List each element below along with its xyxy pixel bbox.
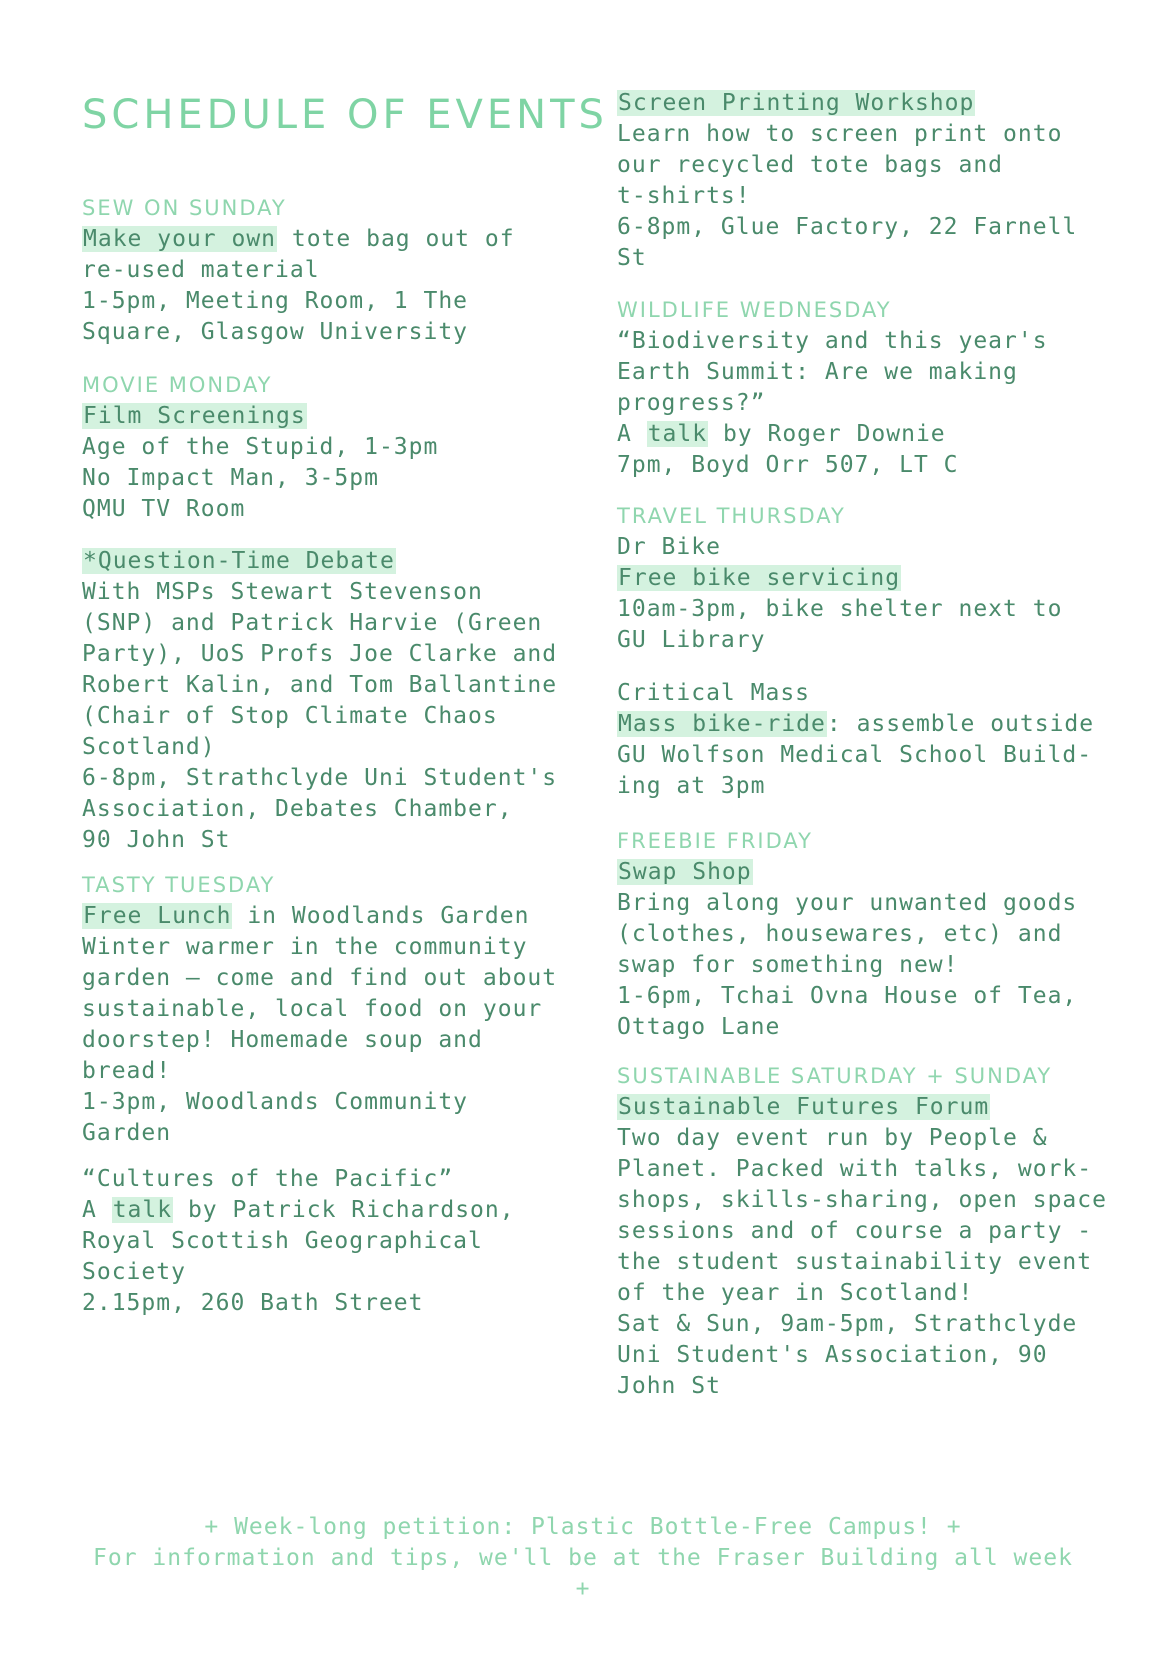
event-line: progress?” xyxy=(617,390,766,416)
footer xyxy=(0,1512,1166,1605)
event-line: GU Library xyxy=(617,627,766,653)
highlight: Make your own xyxy=(83,226,277,252)
event-line: Two day event run by People & xyxy=(617,1125,1048,1151)
event-line: bread! xyxy=(82,1058,172,1084)
event-critical-mass xyxy=(617,678,1117,802)
text: A xyxy=(617,421,647,447)
event-wildlife-wednesday xyxy=(617,295,1117,481)
event-tasty-tuesday xyxy=(82,870,572,1149)
event-line: 2.15pm, 260 Bath Street xyxy=(82,1290,424,1316)
event-line: John St xyxy=(617,1373,721,1399)
event-line: 1-3pm, Woodlands Community xyxy=(82,1089,469,1115)
event-line: 6-8pm, Strathclyde Uni Student's xyxy=(82,765,558,791)
event-line xyxy=(617,419,1117,450)
event-line xyxy=(82,1195,572,1226)
event-travel-thursday xyxy=(617,501,1117,656)
event-question-time-debate xyxy=(82,546,572,856)
event-headline xyxy=(617,88,1117,119)
event-movie-monday xyxy=(82,370,572,525)
day-heading: TRAVEL THURSDAY xyxy=(617,504,846,528)
event-line: QMU TV Room xyxy=(82,496,246,522)
event-line: (clothes, housewares, etc) and xyxy=(617,921,1063,947)
event-line: Society xyxy=(82,1259,186,1285)
highlight: Free bike servicing xyxy=(618,565,901,591)
event-line: Critical Mass xyxy=(617,680,811,706)
event-line: With MSPs Stewart Stevenson xyxy=(82,579,483,605)
event-line: our recycled tote bags and xyxy=(617,152,1004,178)
event-freebie-friday xyxy=(617,826,1117,1043)
event-line: Sat & Sun, 9am-5pm, Strathclyde xyxy=(617,1311,1078,1337)
event-line: St xyxy=(617,245,647,271)
highlight: Sustainable Futures Forum xyxy=(618,1094,990,1120)
event-line: Square, Glasgow University xyxy=(82,319,469,345)
event-line: Scotland) xyxy=(82,734,216,760)
footer-plus: + xyxy=(575,1576,591,1602)
event-line: of the year in Scotland! xyxy=(617,1280,974,1306)
event-line: “Biodiversity and this year's xyxy=(617,328,1048,354)
headline-rest: tote bag out of xyxy=(277,226,515,252)
footer-petition: + Week-long petition: Plastic Bottle-Free Campus! + xyxy=(204,1514,962,1540)
highlight: Mass bike-ride xyxy=(618,711,826,737)
event-line: swap for something new! xyxy=(617,952,959,978)
day-heading: MOVIE MONDAY xyxy=(82,373,273,397)
event-headline xyxy=(617,563,1117,594)
event-line: Dr Bike xyxy=(617,534,721,560)
event-line: Earth Summit: Are we making xyxy=(617,359,1018,385)
event-line: doorstep! Homemade soup and xyxy=(82,1027,483,1053)
headline-rest: : assemble outside xyxy=(826,711,1095,737)
event-line: 7pm, Boyd Orr 507, LT C xyxy=(617,452,959,478)
event-line: Party), UoS Profs Joe Clarke and xyxy=(82,641,558,667)
event-line: (SNP) and Patrick Harvie (Green xyxy=(82,610,543,636)
event-headline xyxy=(617,709,1117,740)
highlight: talk xyxy=(112,1197,173,1223)
event-line: Ottago Lane xyxy=(617,1014,781,1040)
event-line: sustainable, local food on your xyxy=(82,996,543,1022)
page-title: SCHEDULE OF EVENTS xyxy=(82,92,608,138)
event-line: 90 John St xyxy=(82,827,231,853)
event-headline xyxy=(82,546,572,577)
event-headline xyxy=(617,1092,1117,1123)
highlight: *Question-Time Debate xyxy=(83,548,395,574)
event-line: Garden xyxy=(82,1120,172,1146)
event-headline xyxy=(82,224,572,255)
event-line: Age of the Stupid, 1-3pm xyxy=(82,434,439,460)
highlight: talk xyxy=(647,421,708,447)
event-screen-printing xyxy=(617,88,1117,274)
event-line: Royal Scottish Geographical xyxy=(82,1228,483,1254)
event-line: 6-8pm, Glue Factory, 22 Farnell xyxy=(617,214,1078,240)
footer-info: For information and tips, we'll be at the Fraser Building all week xyxy=(93,1545,1073,1571)
event-headline xyxy=(82,401,572,432)
event-sew-on-sunday xyxy=(82,193,572,348)
event-line: GU Wolfson Medical School Build- xyxy=(617,742,1093,768)
day-heading: FREEBIE FRIDAY xyxy=(617,829,813,853)
headline-rest: in Woodlands Garden xyxy=(232,903,530,929)
day-heading: SEW ON SUNDAY xyxy=(82,196,287,220)
highlight: Screen Printing Workshop xyxy=(618,90,975,116)
event-line: Winter warmer in the community xyxy=(82,934,528,960)
event-headline xyxy=(82,901,572,932)
text: by Roger Downie xyxy=(708,421,946,447)
event-line: shops, skills-sharing, open space xyxy=(617,1187,1107,1213)
day-heading: TASTY TUESDAY xyxy=(82,873,276,897)
event-line: Uni Student's Association, 90 xyxy=(617,1342,1048,1368)
event-line: Planet. Packed with talks, work- xyxy=(617,1156,1093,1182)
event-line: 1-6pm, Tchai Ovna House of Tea, xyxy=(617,983,1078,1009)
event-line: 1-5pm, Meeting Room, 1 The xyxy=(82,288,469,314)
event-line: t-shirts! xyxy=(617,183,751,209)
event-line: garden – come and find out about xyxy=(82,965,558,991)
highlight: Film Screenings xyxy=(83,403,306,429)
event-line: the student sustainability event xyxy=(617,1249,1093,1275)
event-line: Bring along your unwanted goods xyxy=(617,890,1078,916)
event-line: (Chair of Stop Climate Chaos xyxy=(82,703,498,729)
event-line: No Impact Man, 3-5pm xyxy=(82,465,379,491)
event-sustainable-weekend xyxy=(617,1061,1117,1402)
event-line: re-used material xyxy=(82,257,320,283)
event-line: sessions and of course a party - xyxy=(617,1218,1093,1244)
event-line: Learn how to screen print onto xyxy=(617,121,1063,147)
highlight: Swap Shop xyxy=(618,859,752,885)
event-line: 10am-3pm, bike shelter next to xyxy=(617,596,1063,622)
event-cultures-of-the-pacific xyxy=(82,1164,572,1319)
text: by Patrick Richardson, xyxy=(173,1197,515,1223)
event-headline xyxy=(617,857,1117,888)
highlight: Free Lunch xyxy=(83,903,232,929)
event-line: “Cultures of the Pacific” xyxy=(82,1166,454,1192)
day-heading: SUSTAINABLE SATURDAY + SUNDAY xyxy=(617,1064,1053,1088)
event-line: ing at 3pm xyxy=(617,773,766,799)
day-heading: WILDLIFE WEDNESDAY xyxy=(617,298,892,322)
event-line: Association, Debates Chamber, xyxy=(82,796,513,822)
event-line: Robert Kalin, and Tom Ballantine xyxy=(82,672,558,698)
text: A xyxy=(82,1197,112,1223)
